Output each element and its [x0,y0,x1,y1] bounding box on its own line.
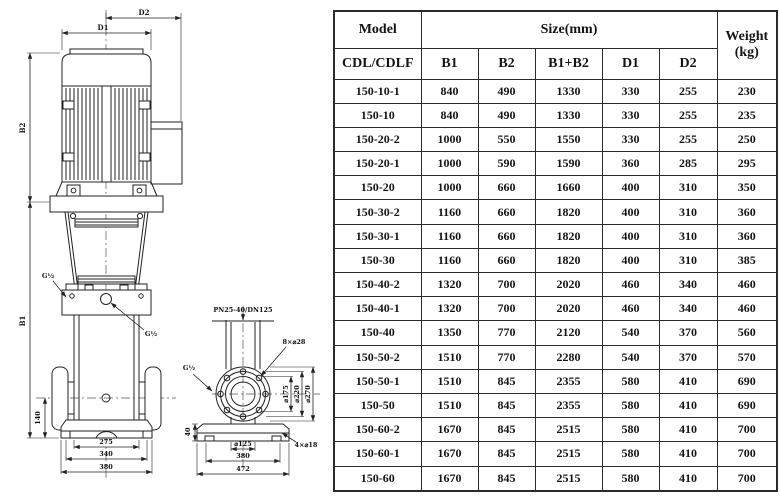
model-cell: 150-30-1 [334,224,421,248]
value-cell: 1000 [421,176,478,200]
model-cell: 150-40-2 [334,273,421,297]
value-cell: 660 [478,224,535,248]
table-row [334,248,777,272]
value-cell: 330 [602,127,659,151]
model-cell: 150-20 [334,176,421,200]
value-cell: 360 [602,152,659,176]
model-cell: 150-20-1 [334,152,421,176]
value-cell: 490 [478,103,535,127]
value-cell: 660 [478,176,535,200]
value-cell: 845 [478,418,535,442]
terminal-box [151,122,182,184]
table-row [334,418,777,442]
value-cell: 460 [717,273,777,297]
value-cell: 1820 [535,248,602,272]
value-cell: 1320 [421,297,478,321]
value-cell: 370 [659,345,717,369]
table-row [334,103,777,127]
value-cell: 845 [478,442,535,466]
table-row [334,127,777,151]
value-cell: 540 [602,345,659,369]
plug-label-section: G½ [182,364,196,372]
model-cell: 150-30 [334,248,421,272]
model-cell: 150-60-1 [334,442,421,466]
value-cell: 1160 [421,224,478,248]
header-col-b1b2: B1+B2 [535,48,602,79]
value-cell: 840 [421,79,478,103]
dim-label-dia175: ⌀175 [282,385,290,403]
value-cell: 845 [478,393,535,417]
dimension-table [333,10,776,492]
value-cell: 1320 [421,273,478,297]
model-cell: 150-50-1 [334,369,421,393]
value-cell: 2515 [535,466,602,491]
dim-label-340: 340 [99,450,113,458]
value-cell: 540 [602,321,659,345]
value-cell: 770 [478,321,535,345]
header-weight-line1: Weight [725,29,769,45]
value-cell: 385 [717,248,777,272]
value-cell: 1670 [421,466,478,491]
value-cell: 400 [602,176,659,200]
value-cell: 700 [717,466,777,491]
value-cell: 700 [717,442,777,466]
value-cell: 1350 [421,321,478,345]
value-cell: 590 [478,152,535,176]
value-cell: 410 [659,393,717,417]
value-cell: 660 [478,200,535,224]
plug-label-top: G½ [41,272,55,280]
dim-label-dia270: ⌀270 [304,385,312,403]
table-row [334,297,777,321]
value-cell: 580 [602,466,659,491]
value-cell: 255 [659,79,717,103]
value-cell: 460 [717,297,777,321]
value-cell: 2020 [535,273,602,297]
dim-label-dia220: ⌀220 [293,385,301,403]
value-cell: 310 [659,224,717,248]
value-cell: 340 [659,273,717,297]
model-cell: 150-60-2 [334,418,421,442]
dim-label-d1: D1 [97,23,109,32]
dim-label-b2: B2 [18,122,27,134]
value-cell: 1160 [421,248,478,272]
value-cell: 255 [659,103,717,127]
value-cell: 400 [602,248,659,272]
value-cell: 410 [659,466,717,491]
dim-label-472: 472 [236,465,250,473]
dim-label-b1: B1 [18,315,27,327]
value-cell: 690 [717,393,777,417]
value-cell: 350 [717,176,777,200]
header-weight [717,11,777,79]
value-cell: 580 [602,393,659,417]
value-cell: 400 [602,200,659,224]
bolt-callout-label: 8×⌀28 [282,338,306,346]
value-cell: 1000 [421,127,478,151]
model-cell: 150-40 [334,321,421,345]
model-cell: 150-50 [334,393,421,417]
value-cell: 490 [478,79,535,103]
value-cell: 2515 [535,418,602,442]
value-cell: 410 [659,369,717,393]
value-cell: 310 [659,200,717,224]
value-cell: 255 [659,127,717,151]
value-cell: 235 [717,103,777,127]
pump-outline-drawing [0,0,333,500]
model-cell: 150-10-1 [334,79,421,103]
value-cell: 230 [717,79,777,103]
value-cell: 1550 [535,127,602,151]
table-row [334,393,777,417]
dim-label-dia125: ⌀125 [234,440,252,448]
model-cell: 150-20-2 [334,127,421,151]
header-size-group: Size(mm) [421,11,717,48]
value-cell: 400 [602,224,659,248]
value-cell: 310 [659,176,717,200]
value-cell: 1590 [535,152,602,176]
value-cell: 660 [478,248,535,272]
value-cell: 1000 [421,152,478,176]
value-cell: 550 [478,127,535,151]
model-cell: 150-50-2 [334,345,421,369]
dim-label-380-section: 380 [236,452,250,460]
value-cell: 2280 [535,345,602,369]
pump-base [61,420,152,438]
table-row [334,369,777,393]
table-body [334,79,777,491]
table-row [334,466,777,491]
value-cell: 1330 [535,79,602,103]
flange-spec-label: PN25-40/DN125 [213,306,273,314]
value-cell: 1670 [421,442,478,466]
value-cell: 2020 [535,297,602,321]
value-cell: 410 [659,418,717,442]
dim-label-380-front: 380 [99,463,113,471]
value-cell: 285 [659,152,717,176]
value-cell: 580 [602,418,659,442]
header-row-1 [334,11,777,48]
value-cell: 570 [717,345,777,369]
header-col-b2: B2 [478,48,535,79]
value-cell: 360 [717,200,777,224]
header-model: Model [334,11,421,48]
section-dimensions [183,338,318,476]
plug-label-head: G½ [144,330,158,338]
value-cell: 460 [602,273,659,297]
dim-label-140: 140 [34,411,42,425]
header-model-sub: CDL/CDLF [334,48,421,79]
value-cell: 360 [717,224,777,248]
value-cell: 580 [602,442,659,466]
value-cell: 700 [478,273,535,297]
value-cell: 330 [602,79,659,103]
table-row [334,273,777,297]
value-cell: 1160 [421,200,478,224]
dim-label-275: 275 [99,438,113,446]
section-view [183,306,320,476]
table-row [334,152,777,176]
value-cell: 580 [602,369,659,393]
model-cell: 150-30-2 [334,200,421,224]
dim-label-d2: D2 [138,8,150,17]
value-cell: 2355 [535,369,602,393]
value-cell: 250 [717,127,777,151]
model-cell: 150-60 [334,466,421,491]
value-cell: 1670 [421,418,478,442]
value-cell: 700 [717,418,777,442]
value-cell: 1510 [421,345,478,369]
value-cell: 2120 [535,321,602,345]
value-cell: 845 [478,369,535,393]
table-row [334,176,777,200]
table-row [334,345,777,369]
header-row-2 [334,48,777,79]
header-col-d1: D1 [602,48,659,79]
header-weight-line2: (kg) [734,45,759,61]
value-cell: 770 [478,345,535,369]
value-cell: 370 [659,321,717,345]
value-cell: 1510 [421,369,478,393]
value-cell: 690 [717,369,777,393]
value-cell: 410 [659,442,717,466]
table-row [334,200,777,224]
value-cell: 340 [659,297,717,321]
value-cell: 2515 [535,442,602,466]
value-cell: 2355 [535,393,602,417]
value-cell: 295 [717,152,777,176]
model-cell: 150-10 [334,103,421,127]
value-cell: 330 [602,103,659,127]
model-cell: 150-40-1 [334,297,421,321]
foot-callout-label: 4×⌀18 [294,441,318,449]
table-row [334,224,777,248]
value-cell: 700 [478,297,535,321]
value-cell: 845 [478,466,535,491]
value-cell: 1330 [535,103,602,127]
value-cell: 1510 [421,393,478,417]
header-col-b1: B1 [421,48,478,79]
value-cell: 840 [421,103,478,127]
table-row [334,442,777,466]
value-cell: 1820 [535,200,602,224]
value-cell: 310 [659,248,717,272]
table-row [334,321,777,345]
value-cell: 460 [602,297,659,321]
dim-label-40: 40 [184,427,192,437]
front-view [18,8,182,478]
value-cell: 560 [717,321,777,345]
table-row [334,79,777,103]
header-col-d2: D2 [659,48,717,79]
value-cell: 1820 [535,224,602,248]
value-cell: 1660 [535,176,602,200]
